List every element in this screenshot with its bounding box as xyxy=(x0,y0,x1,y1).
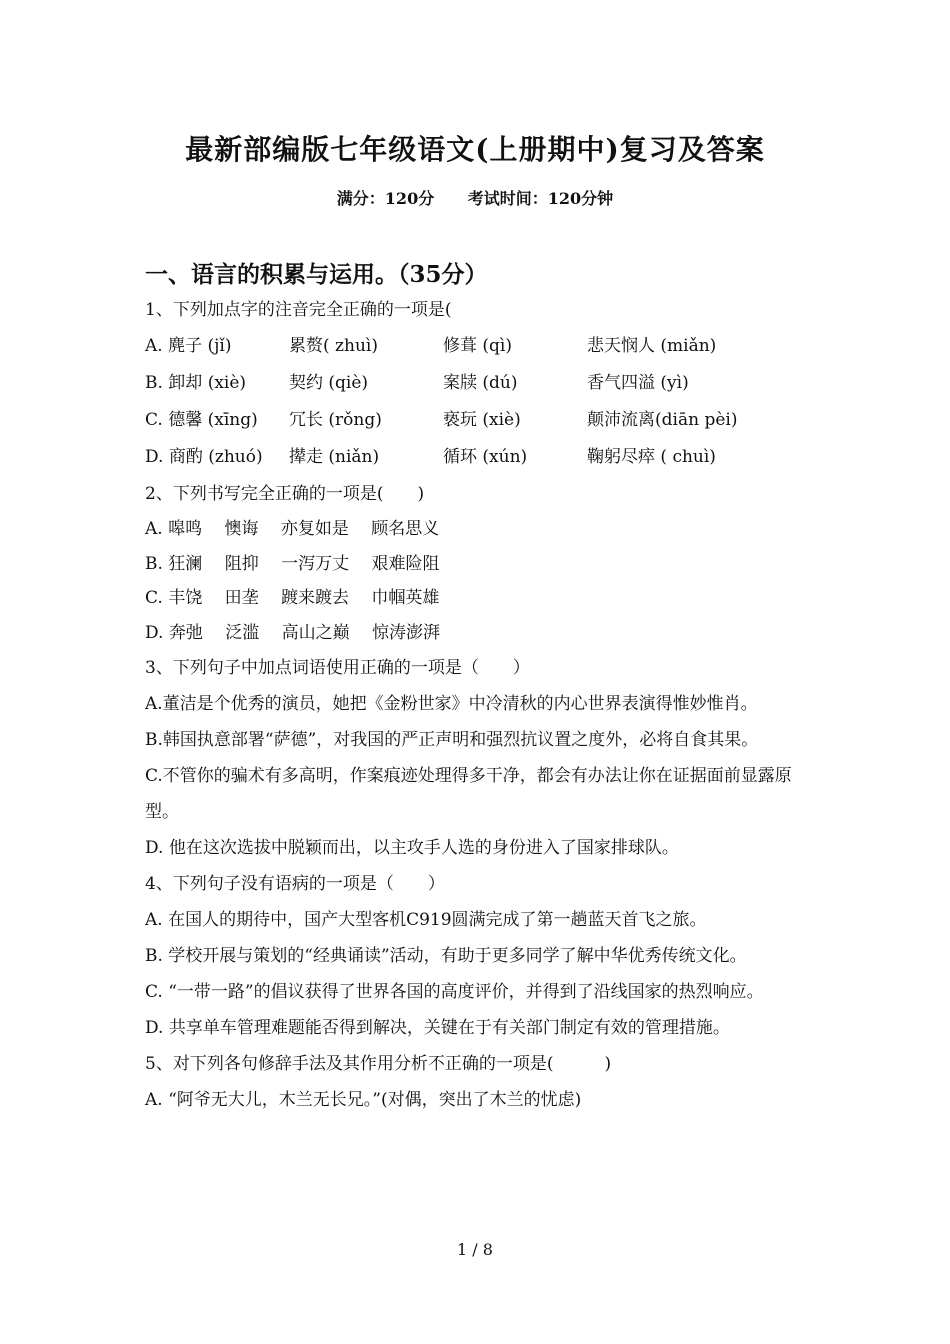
q4-option-d: D. 共享单车管理难题能否得到解决，关键在于有关部门制定有效的管理措施。 xyxy=(145,1018,730,1038)
q2-option-d: D. 奔弛 泛滥 高山之巅 惊涛澎湃 xyxy=(145,622,441,643)
exam-meta xyxy=(0,186,950,209)
q1-a-2: 累赘( zhuì) xyxy=(289,336,378,356)
q3-option-c: C.不管你的骗术有多高明，作案痕迹处理得多干净，都会有办法让你在证据面前显露原型。 xyxy=(145,766,792,822)
q1-c-1: C. 德馨 (xīng) xyxy=(145,410,258,430)
q1-b-3: 案牍 (dú) xyxy=(443,373,518,393)
q1-option-row xyxy=(145,365,815,402)
q1-a-1: A. 麂子 (jǐ) xyxy=(145,336,232,356)
q1-option-row xyxy=(145,439,815,476)
q5-option-a: A. “阿爷无大儿，木兰无长兄。”(对偶，突出了木兰的忧虑) xyxy=(145,1090,582,1110)
q2-option-a: A. 嗥鸣 懊诲 亦复如是 顾名思义 xyxy=(145,519,440,539)
q1-a-4: 悲天悯人 (miǎn) xyxy=(587,336,717,356)
q1-d-4: 鞠躬尽瘁 ( chuì) xyxy=(587,447,716,467)
q2-option-c: C. 丰饶 田垄 踱来踱去 巾帼英雄 xyxy=(145,588,440,608)
q4-option-c: C. “一带一路”的倡议获得了世界各国的高度评价，并得到了沿线国家的热烈响应。 xyxy=(145,982,764,1002)
exam-time: 考试时间：120分钟 xyxy=(467,189,614,208)
q4-stem: 4、下列句子没有语病的一项是（ ） xyxy=(145,874,445,894)
q4-option-a: A. 在国人的期待中，国产大型客机C919圆满完成了第一趟蓝天首飞之旅。 xyxy=(145,910,707,930)
q1-a-3: 修葺 (qì) xyxy=(443,336,512,356)
q1-b-2: 契约 (qiè) xyxy=(289,373,369,393)
q3-stem: 3、下列句子中加点词语使用正确的一项是（ ） xyxy=(145,658,530,678)
q1-option-row xyxy=(145,402,815,439)
q3-option-a: A.董洁是个优秀的演员，她把《金粉世家》中冷清秋的内心世界表演得惟妙惟肖。 xyxy=(145,694,758,714)
q1-d-1: D. 商酌 (zhuó) xyxy=(145,447,263,467)
q5-stem: 5、对下列各句修辞手法及其作用分析不正确的一项是( ) xyxy=(145,1054,612,1074)
q1-stem: 1、下列加点字的注音完全正确的一项是( xyxy=(145,300,452,320)
full-score: 满分：120分 xyxy=(336,189,435,208)
q1-d-3: 循环 (xún) xyxy=(443,447,528,467)
q1-b-1: B. 卸却 (xiè) xyxy=(145,373,247,393)
q2-option-b: B. 狂澜 阻抑 一泻万丈 艰难险阻 xyxy=(145,553,440,574)
q4-option-b: B. 学校开展与策划的“经典诵读”活动，有助于更多同学了解中华优秀传统文化。 xyxy=(145,946,747,966)
section-heading: 一、语言的积累与运用。（35分） xyxy=(145,261,488,288)
q1-c-2: 冗长 (rǒng) xyxy=(289,410,382,430)
page-number: 1 / 8 xyxy=(457,1240,493,1259)
q1-c-4: 颠沛流离(diān pèi) xyxy=(587,410,738,430)
q1-option-row xyxy=(145,328,815,365)
q1-d-2: 撵走 (niǎn) xyxy=(289,447,380,467)
question-body xyxy=(145,292,815,1118)
q2-stem: 2、下列书写完全正确的一项是( ) xyxy=(145,484,425,504)
q1-b-4: 香气四溢 (yì) xyxy=(587,373,689,393)
q3-option-b: B.韩国执意部署“萨德”，对我国的严正声明和强烈抗议置之度外，必将自食其果。 xyxy=(145,730,759,750)
q3-option-d: D. 他在这次选拔中脱颖而出，以主攻手人选的身份进入了国家排球队。 xyxy=(145,838,679,858)
q1-c-3: 亵玩 (xiè) xyxy=(443,410,521,430)
page-title: 最新部编版七年级语文(上册期中)复习及答案 xyxy=(185,133,765,166)
